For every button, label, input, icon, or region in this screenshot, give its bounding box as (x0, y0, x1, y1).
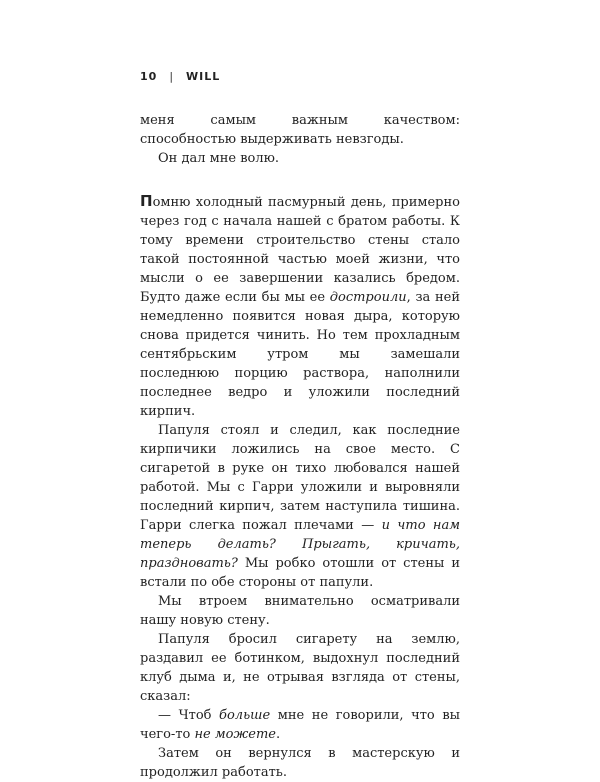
paragraph (140, 421, 460, 592)
text-run: омню холодный пасмурный день, примерно через год с начала нашей с братом работы. К тому времени строительство стены стало такой постоянной частью моей жизни, что мысли о ее завершении казались бредом. Будто даже если бы мы ее (140, 195, 460, 305)
text-block-main (140, 192, 460, 782)
text-block-top (140, 111, 460, 168)
running-header (140, 70, 220, 83)
paragraph: Затем он вернулся в мастерскую и продолжил работать. (140, 746, 460, 780)
paragraph: Мы втроем внимательно осматривали нашу новую стену. (140, 594, 460, 628)
emphasis: больше (219, 708, 271, 723)
paragraph-continued: меня самым важным качеством: способностью выдерживать невзгоды. (140, 113, 460, 147)
text-run: . (275, 727, 281, 742)
book-title: WILL (186, 70, 221, 83)
paragraph: Папуля бросил сигарету на землю, раздавил ее ботинком, выдохнул последний клуб дыма и, не отрывая взгляда от стены, сказал: (140, 632, 460, 704)
text-run: , за ней немедленно появится новая дыра, которую снова придется чинить. Но тем прохладным сентябрьским утром мы замешали последнюю порцию раствора, наполнили последнее ведро и уложили последний кирпич. (140, 290, 461, 419)
drop-cap: П (140, 192, 153, 210)
text-run: Папуля стоял и следил, как последние кирпичики ложились на свое место. С сигаретой в руке он тихо любовался нашей работой. Мы с Гарри уложили и выровняли последний кирпич, затем наступила тишина. Гарри слегка пожал плечами — (140, 423, 460, 533)
header-separator: | (169, 70, 175, 83)
text-run: Мы робко отошли от стены и встали по обе стороны от папули. (140, 556, 460, 590)
emphasis: и что нам теперь делать? Прыгать, кричать, праздновать? (140, 518, 460, 571)
emphasis: не можете (194, 727, 276, 742)
text-run: — Чтоб (158, 708, 220, 723)
dialogue-line (140, 706, 460, 744)
paragraph-opening (140, 192, 460, 421)
emphasis: достроили (329, 290, 407, 305)
page-number: 10 (140, 70, 158, 83)
paragraph: Он дал мне волю. (158, 151, 280, 166)
text-run: мне не говорили, что вы чего-то (140, 708, 460, 742)
